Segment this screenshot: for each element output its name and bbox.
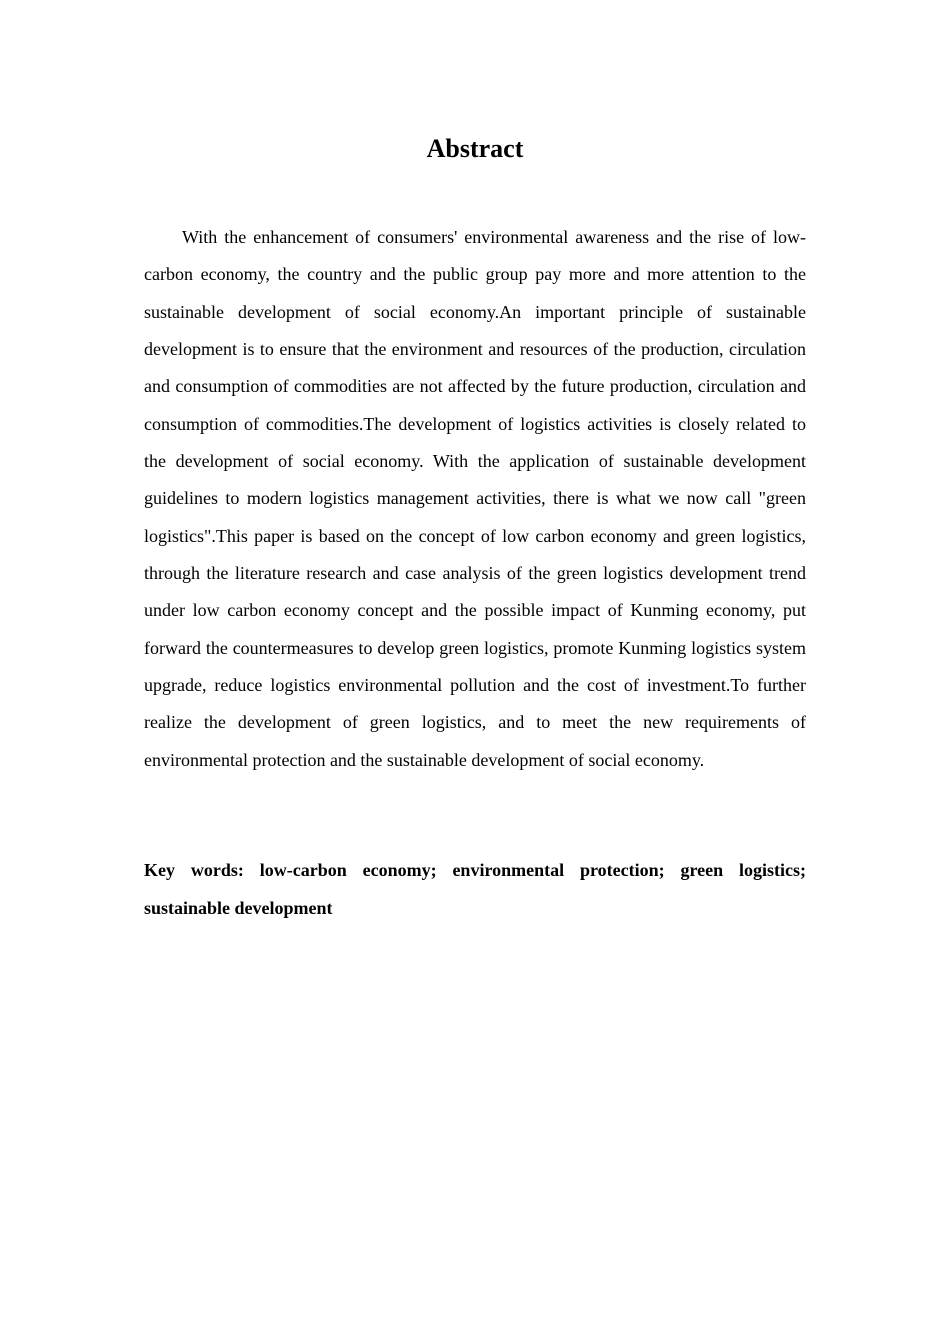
keywords-list: low-carbon economy; environmental protection; green logistics; sustainable development [144, 860, 806, 918]
keywords-label: Key words: [144, 860, 244, 880]
page-title: Abstract [426, 134, 524, 163]
keywords-line [144, 851, 806, 927]
abstract-body: With the enhancement of consumers' environmental awareness and the rise of low-carbon economy, the country and the public group pay more and more attention to the sustainable development of social economy.An important principle of sustainable development is to ensure that the environment and resources of the production, circulation and consumption of commodities are not affected by the future production, circulation and consumption of commodities.The development of logistics activities is closely related to the development of social economy. With the application of sustainable development guidelines to modern logistics management activities, there is what we now call "green logistics".This paper is based on the concept of low carbon economy and green logistics, through the literature research and case analysis of the green logistics development trend under low carbon economy concept and the possible impact of Kunming economy, put forward the countermeasures to develop green logistics, promote Kunming logistics system upgrade, reduce logistics environmental pollution and the cost of investment.To further realize the development of green logistics, and to meet the new requirements of environmental protection and the sustainable development of social economy. [144, 227, 806, 770]
